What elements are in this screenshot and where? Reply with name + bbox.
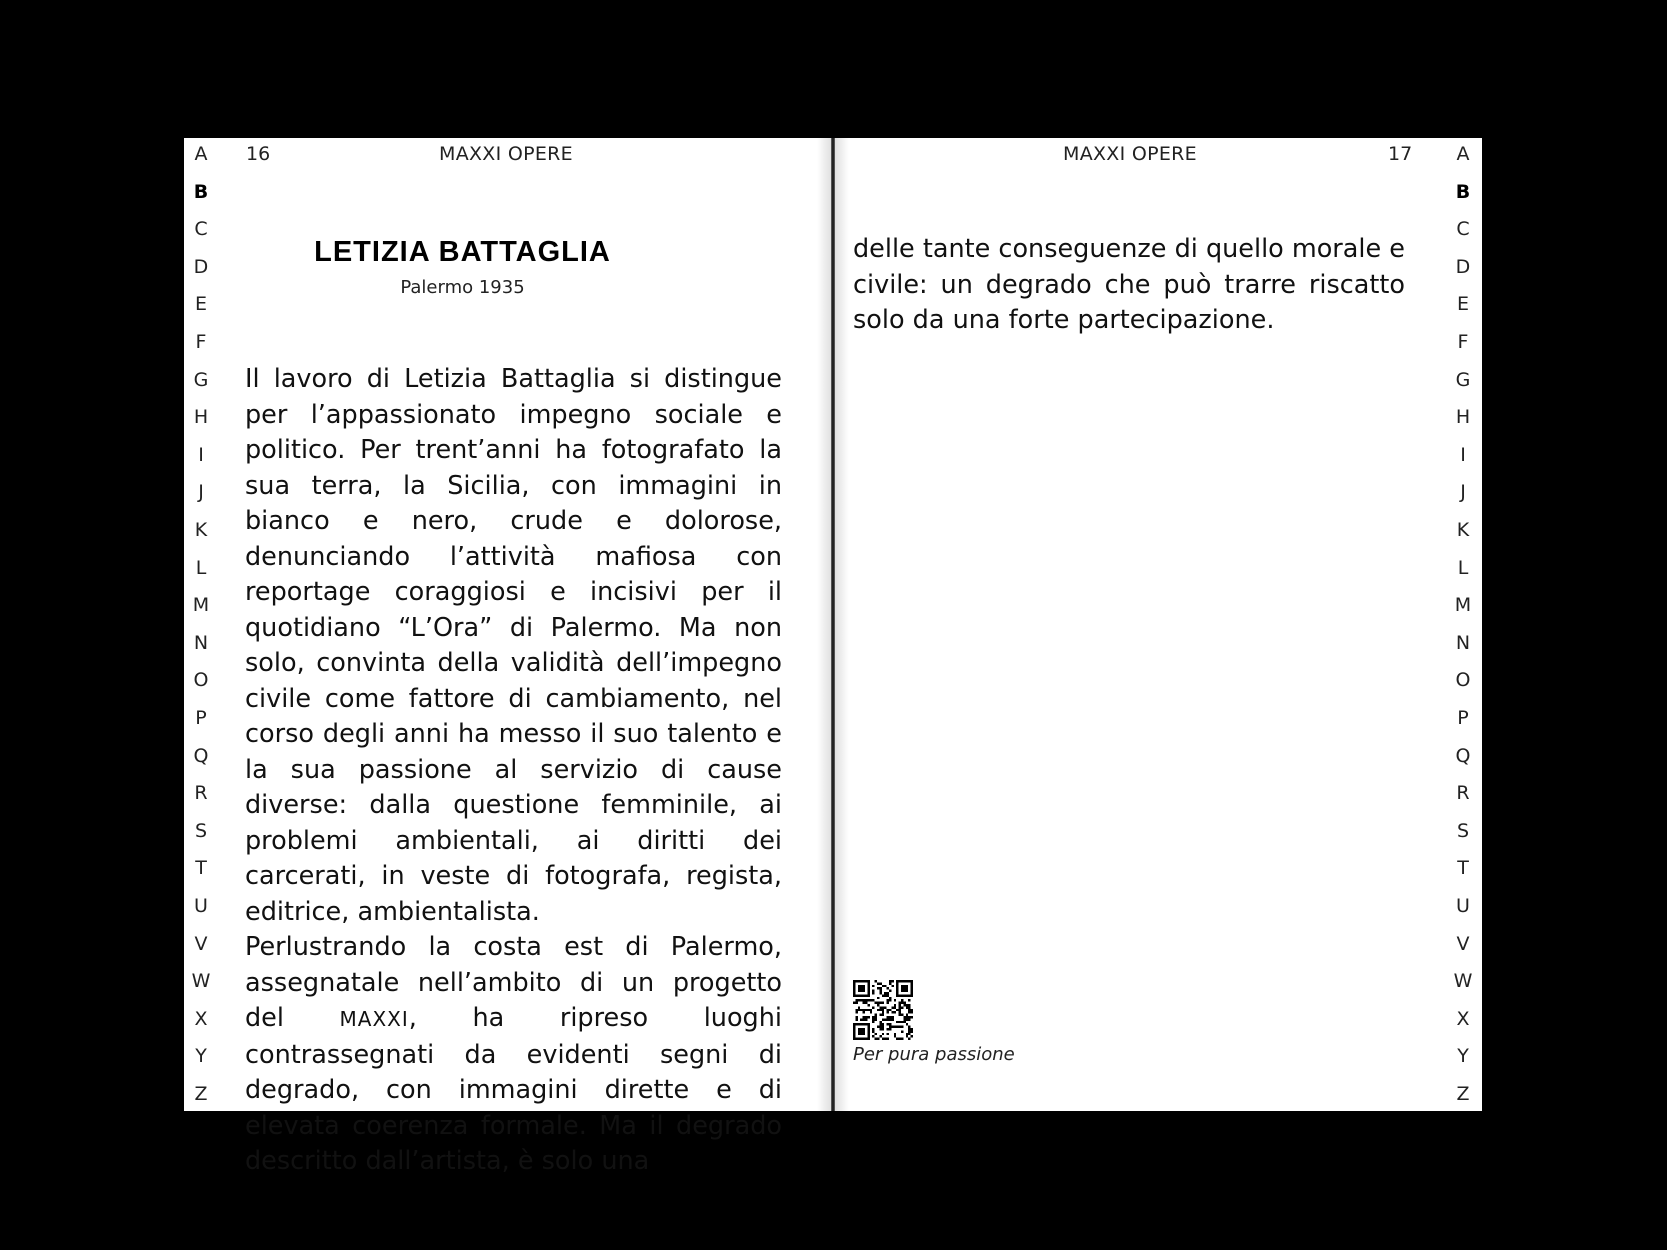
index-letter: V (1456, 932, 1470, 955)
index-letter: Y (1457, 1045, 1469, 1068)
index-letter: T (195, 857, 207, 880)
index-letter: B (193, 180, 209, 203)
index-letter: W (191, 970, 211, 993)
index-letter: G (193, 368, 209, 391)
index-letter: Q (193, 744, 209, 767)
index-letter: E (194, 293, 207, 316)
index-letter: F (195, 331, 207, 353)
index-letter: A (194, 143, 208, 165)
index-letter: K (194, 519, 208, 541)
book-spread (184, 138, 1482, 1176)
artist-origin: Palermo 1935 (400, 277, 525, 298)
index-letter: U (194, 895, 208, 917)
index-letter: A (1456, 143, 1470, 165)
index-letter: C (194, 218, 208, 241)
index-letter: C (1456, 218, 1470, 241)
index-letter: S (1456, 819, 1470, 842)
index-letter: D (193, 255, 209, 278)
running-head-right: MAXXI OPERE (1063, 143, 1197, 165)
index-letter: S (194, 819, 208, 842)
index-letter: L (195, 556, 207, 579)
index-letter: W (1453, 970, 1473, 993)
right-page (835, 138, 1482, 1111)
index-letter: O (1455, 669, 1471, 692)
index-letter: X (1456, 1007, 1470, 1030)
index-letter: U (1456, 895, 1470, 917)
index-letter: E (1456, 293, 1469, 316)
running-head-left: MAXXI OPERE (439, 143, 573, 165)
index-letter: N (1455, 631, 1471, 654)
index-letter: Z (1456, 1083, 1470, 1105)
index-letter: H (1455, 406, 1471, 429)
index-letter: Y (195, 1045, 207, 1068)
paragraph-2-end: , ha ripreso luoghi contrassegnati da evidenti segni di degrado, con immagini dirette e di elevata coerenza formale. Ma il degrado descritto dall’artista, è solo una (245, 1003, 782, 1176)
index-letter: H (193, 406, 209, 429)
index-letter: O (193, 669, 209, 692)
index-letter: V (194, 932, 208, 955)
page-number-left: 16 (246, 143, 271, 165)
index-letter: I (1460, 443, 1466, 466)
paragraph-2-start: Perlustrando la costa est di Palermo, assegnatale nell’ambito di un progetto del (245, 932, 782, 1033)
index-letter: P (1457, 707, 1469, 729)
paragraph-2 (245, 930, 782, 1180)
paragraph-1: Il lavoro di Letizia Battaglia si distingue per l’appassionato impegno sociale e politico. Per trent’anni ha fotografato la sua terra, la Sicilia, con immagini in bianco e nero, crude e dolorose, denunciando l’attività mafiosa con reportage coraggiosi e incisivi per il quotidiano “L’Ora” di Palermo. Ma non solo, convinta della validità dell’impegno civile come fattore di cambiamento, nel corso degli anni ha messo il suo talento e la sua passione al servizio di cause diverse: dalla questione femminile, ai problemi ambientali, ai diritti dei carcerati, in veste di fotografa, regista, editrice, ambientalista. (245, 364, 782, 927)
qr-code-icon[interactable] (853, 980, 913, 1040)
page-number-right: 17 (1388, 143, 1413, 165)
index-letter: G (1455, 368, 1471, 391)
index-letter: X (194, 1007, 208, 1030)
continuation-text (853, 232, 1405, 339)
index-letter: D (1455, 255, 1471, 278)
index-letter: M (192, 594, 210, 617)
index-letter: B (1455, 180, 1471, 203)
index-letter: J (1460, 481, 1466, 504)
qr-caption: Per pura passione (853, 1044, 1015, 1065)
continuation-paragraph: delle tante conseguenze di quello morale e civile: un degrado che può trarre riscatto solo da una forte partecipazione. (853, 234, 1405, 335)
index-letter: R (194, 782, 208, 805)
index-letter: L (1457, 556, 1469, 579)
artist-name: LETIZIA BATTAGLIA (314, 236, 611, 268)
index-letter: K (1456, 519, 1470, 541)
index-letter: P (195, 707, 207, 729)
index-letter: Q (1455, 744, 1471, 767)
index-letter: Z (194, 1083, 208, 1105)
index-letter: M (1454, 594, 1472, 617)
index-letter: F (1457, 331, 1469, 353)
index-letter: N (193, 631, 209, 654)
biography-text (245, 362, 782, 1180)
index-letter: J (198, 481, 204, 504)
left-page (184, 138, 831, 1176)
index-letter: R (1456, 782, 1470, 805)
index-letter: I (198, 443, 204, 466)
index-letter: T (1457, 857, 1469, 880)
maxxi-smallcaps: MAXXI (339, 1007, 409, 1031)
